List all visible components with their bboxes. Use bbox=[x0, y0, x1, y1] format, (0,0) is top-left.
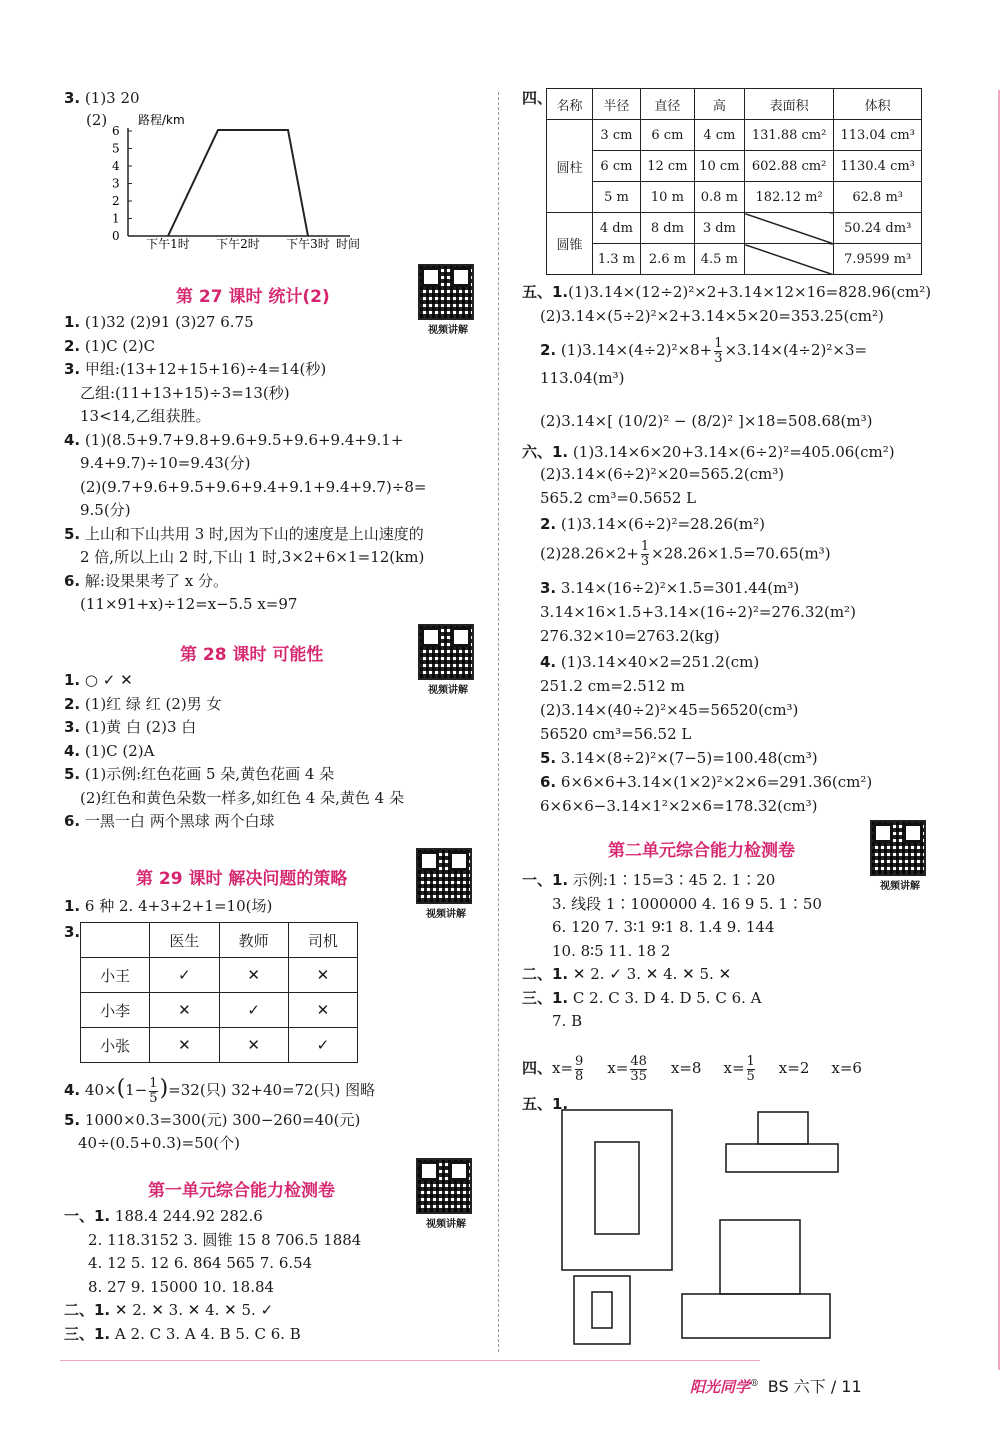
answer-line bbox=[80, 547, 424, 567]
three-view-drawings bbox=[550, 1100, 870, 1350]
answer-text: 2. 118.3152 3. 圆锥 15 8 706.5 1884 bbox=[88, 1230, 362, 1249]
answer-text: (2)3.14×(40÷2)²×45=56520(cm³) bbox=[540, 701, 799, 719]
page-code: BS 六下 / 11 bbox=[767, 1377, 862, 1396]
answer-3 bbox=[64, 88, 140, 108]
graph-ytick: 1 bbox=[112, 211, 120, 226]
answer-line bbox=[540, 676, 685, 696]
q-number: 5. bbox=[64, 765, 81, 783]
graph-ytick: 4 bbox=[112, 159, 120, 173]
answer-text: (1)3 20 bbox=[84, 89, 140, 107]
answer-line bbox=[64, 1324, 301, 1344]
table-cell: ✓ bbox=[219, 993, 288, 1028]
graph-xticks bbox=[146, 236, 330, 250]
table-row bbox=[547, 120, 922, 151]
qr-code-unit2[interactable] bbox=[870, 820, 930, 892]
table-row bbox=[81, 958, 358, 993]
table-cell: 小王 bbox=[81, 958, 150, 993]
answer-text: (1)32 (2)91 (3)27 6.75 bbox=[84, 313, 254, 331]
answer-line bbox=[64, 717, 196, 737]
table-header-cell: 体积 bbox=[834, 89, 922, 120]
answer-text: 2 倍,所以上山 2 时,下山 1 时,3×2+6×1=12(km) bbox=[80, 548, 425, 566]
fraction: $\frac{48}{35}$ bbox=[630, 1053, 647, 1084]
answer-line bbox=[64, 1206, 263, 1226]
column-divider bbox=[498, 92, 499, 1352]
q-number: 一、1. bbox=[64, 1207, 111, 1225]
x-answer: x= $\frac{9}{8}$ bbox=[552, 1053, 584, 1084]
table-header-cell: 名称 bbox=[547, 89, 593, 120]
table-cell: 113.04 cm³ bbox=[834, 120, 922, 151]
answer-line bbox=[540, 748, 818, 768]
table-header-cell bbox=[81, 923, 150, 958]
q-number: 4. bbox=[64, 741, 81, 760]
answer-text: (1)3.14×(6÷2)²=28.26(m²) bbox=[560, 515, 765, 533]
answer-line bbox=[80, 383, 290, 403]
answer-line bbox=[552, 1011, 582, 1031]
q-number: 三、1. bbox=[64, 1324, 111, 1343]
answer-line bbox=[522, 870, 775, 890]
qr-icon bbox=[418, 264, 474, 320]
qr-icon bbox=[870, 820, 926, 876]
table-cell: 182.12 m² bbox=[744, 182, 834, 213]
answer-line bbox=[64, 524, 424, 544]
answer-text: (1)C (2)A bbox=[84, 741, 155, 760]
table-cell: 1130.4 cm³ bbox=[834, 151, 922, 182]
unit-1-title: 第一单元综合能力检测卷 bbox=[148, 1181, 335, 1201]
answer-text: 一黑一白 两个黑球 两个白球 bbox=[84, 812, 275, 830]
graph-yticks bbox=[112, 124, 132, 243]
table-cell: 小李 bbox=[81, 993, 150, 1028]
table-cell: ✕ bbox=[150, 993, 219, 1028]
side-top-rect bbox=[758, 1112, 808, 1144]
answer-3-2: (2) bbox=[86, 111, 108, 129]
graph-ytick: 0 bbox=[112, 229, 120, 243]
qr-caption: 视频讲解 bbox=[426, 909, 466, 920]
table-cell: 10 cm bbox=[694, 151, 744, 182]
answer-text: 上山和下山共用 3 时,因为下山的速度是上山速度的 bbox=[84, 524, 424, 543]
graph-ylabel: 路程/km bbox=[138, 113, 185, 127]
answer-line bbox=[540, 514, 765, 534]
qr-code-unit1[interactable] bbox=[416, 1158, 476, 1230]
graph-ytick: 6 bbox=[112, 124, 120, 138]
table-cell: ✕ bbox=[288, 958, 357, 993]
graph-xtick: 下午1时 bbox=[146, 237, 190, 250]
s5-line-1: 五、1.(1)3.14×(12÷2)²×2+3.14×12×16=828.96(cm²) bbox=[522, 283, 932, 301]
plan-base-rect bbox=[682, 1294, 830, 1338]
table-cell: 6 cm bbox=[592, 151, 640, 182]
q-number: 一、1. bbox=[522, 871, 569, 889]
answer-line bbox=[522, 442, 895, 462]
answer-line bbox=[64, 764, 334, 784]
q-number: 1. bbox=[64, 671, 81, 689]
q-number: 6. bbox=[64, 812, 81, 830]
answer-text: 3.14×16×1.5+3.14×(16÷2)²=276.32(m²) bbox=[540, 603, 856, 621]
qr-code-28[interactable] bbox=[418, 624, 478, 696]
answer-line bbox=[64, 430, 403, 450]
answer-text: (1)(8.5+9.7+9.8+9.6+9.5+9.6+9.4+9.1+ bbox=[84, 430, 404, 449]
answer-text: A 2. C 3. A 4. B 5. C 6. B bbox=[114, 1324, 301, 1343]
table-cell: 4.5 m bbox=[694, 244, 744, 275]
answer-line bbox=[64, 741, 155, 761]
graph-line bbox=[168, 130, 308, 236]
answer-text: 565.2 cm³=0.5652 L bbox=[540, 489, 697, 507]
q-number: 三、1. bbox=[522, 988, 569, 1007]
graph-ytick: 3 bbox=[112, 176, 120, 191]
answer-text: 8. 27 9. 15000 10. 18.84 bbox=[88, 1277, 275, 1296]
empty-diagonal-cell bbox=[744, 213, 834, 244]
table-cell: 6 cm bbox=[640, 120, 694, 151]
answer-line bbox=[540, 464, 784, 484]
answer-line bbox=[80, 453, 250, 473]
answer-text: 甲组:(13+12+15+16)÷4=14(秒) bbox=[84, 360, 327, 378]
table-cell: 0.8 m bbox=[694, 182, 744, 213]
table-header-cell: 高 bbox=[694, 89, 744, 120]
table-header-row bbox=[547, 89, 922, 120]
graph-xtick: 下午2时 bbox=[216, 237, 260, 250]
q-number: 二、1. bbox=[64, 1301, 111, 1319]
q-number: 4. bbox=[540, 653, 557, 671]
distance-time-graph bbox=[100, 108, 380, 250]
answer-line bbox=[64, 811, 274, 831]
answer-line bbox=[522, 988, 761, 1008]
fraction: $\frac{1}{5}$ bbox=[149, 1075, 158, 1106]
lesson-29-title: 第 29 课时 解决问题的策略 bbox=[136, 869, 348, 889]
lesson-27-title: 第 27 课时 统计(2) bbox=[176, 287, 330, 307]
brand-logo: 阳光同学 bbox=[690, 1378, 751, 1396]
answer-text: 56520 cm³=56.52 L bbox=[540, 725, 692, 743]
answer-text: 9.4+9.7)÷10=9.43(分) bbox=[80, 454, 251, 472]
s5-line-3: 2. (1)3.14×(4÷2)²×8+ $\frac{1}{3}$ ×3.14×(4÷2)²×3= bbox=[540, 335, 868, 366]
answer-line bbox=[80, 788, 404, 808]
table-row bbox=[547, 244, 922, 275]
lesson-29-q5b: 40÷(0.5+0.3)=50(个) bbox=[78, 1134, 240, 1152]
q-number: 6. bbox=[64, 571, 81, 590]
table-row bbox=[81, 1028, 358, 1063]
answer-line bbox=[540, 578, 799, 598]
table-group-cell: 圆锥 bbox=[547, 213, 593, 275]
answer-text: 7. B bbox=[552, 1012, 583, 1030]
answer-line bbox=[64, 670, 133, 690]
table-cell: 1.3 m bbox=[592, 244, 640, 275]
q-number: 5. bbox=[540, 749, 557, 767]
table-cell: ✓ bbox=[150, 958, 219, 993]
qr-icon bbox=[416, 1158, 472, 1214]
answer-line bbox=[540, 626, 720, 646]
answer-text: ○ ✓ ✕ bbox=[84, 671, 133, 689]
lesson-29-q1: 1. 6 种 2. 4+3+2+1=10(场) bbox=[64, 897, 273, 915]
brand-reg: ® bbox=[750, 1379, 760, 1389]
graph-ytick: 5 bbox=[112, 141, 120, 156]
lesson-29-q3-number: 3. bbox=[64, 923, 81, 941]
table-cell: 131.88 cm² bbox=[744, 120, 834, 151]
lesson-29-q4: 4. 40×(1− $\frac{1}{5}$ )=32(只) 32+40=72(只) 图略 bbox=[64, 1075, 376, 1106]
table-header-cell: 表面积 bbox=[744, 89, 834, 120]
answer-line: (2)28.26×2+ $\frac{1}{3}$ ×28.26×1.5=70.65(m³) bbox=[540, 539, 831, 569]
answer-text: (2)3.14×(6÷2)²×20=565.2(cm³) bbox=[540, 465, 785, 483]
table-cell: 7.9599 m³ bbox=[834, 244, 922, 275]
table-cell: 8 dm bbox=[640, 213, 694, 244]
answer-line bbox=[540, 724, 691, 744]
job-table bbox=[80, 922, 358, 1063]
answer-line bbox=[540, 652, 759, 672]
answer-text: 示例:1∶15=3∶45 2. 1∶20 bbox=[572, 871, 776, 889]
q-number: 二、1. bbox=[522, 965, 569, 983]
table-cell: 62.8 m³ bbox=[834, 182, 922, 213]
qr-caption: 视频讲解 bbox=[428, 685, 468, 696]
table-cell: 50.24 dm³ bbox=[834, 213, 922, 244]
fraction: $\frac{1}{3}$ bbox=[640, 539, 650, 569]
front-inner-rect bbox=[595, 1142, 639, 1234]
s5-line-5: (2)3.14×[ (10/2)² − (8/2)² ]×18=508.68(m³) bbox=[540, 412, 873, 430]
answer-text: 3.14×(16÷2)²×1.5=301.44(m³) bbox=[560, 579, 800, 597]
top-inner-rect bbox=[592, 1292, 612, 1328]
answer-line bbox=[540, 700, 798, 720]
lesson-28-title: 第 28 课时 可能性 bbox=[180, 645, 324, 665]
graph-ytick: 2 bbox=[112, 194, 120, 208]
section-4-label: 四、 bbox=[522, 89, 553, 107]
answer-text: (2)红色和黄色朵数一样多,如红色 4 朵,黄色 4 朵 bbox=[80, 788, 404, 807]
footer bbox=[690, 1374, 862, 1397]
side-base-rect bbox=[726, 1144, 838, 1172]
table-cell: 602.88 cm² bbox=[744, 151, 834, 182]
qr-code-27[interactable] bbox=[418, 264, 478, 336]
table-cell: ✕ bbox=[219, 1028, 288, 1063]
x-answer: x= $\frac{1}{5}$ bbox=[723, 1053, 755, 1084]
table-cell: ✓ bbox=[288, 1028, 357, 1063]
answer-text: 6×6×6−3.14×1²×2×6=178.32(cm³) bbox=[540, 797, 818, 815]
answer-line bbox=[64, 336, 155, 356]
answer-line bbox=[522, 964, 731, 984]
answer-text: 解:设果果考了 x 分。 bbox=[84, 571, 228, 590]
graph-xunit: 时间 bbox=[336, 237, 361, 250]
x-answer: x=2 bbox=[778, 1059, 810, 1077]
answer-line bbox=[64, 694, 222, 714]
qr-caption: 视频讲解 bbox=[428, 325, 468, 336]
answer-line bbox=[552, 894, 822, 914]
q-number: 1. bbox=[64, 313, 81, 331]
answer-line bbox=[88, 1277, 274, 1297]
table-cell: ✕ bbox=[150, 1028, 219, 1063]
table-cell: 4 cm bbox=[694, 120, 744, 151]
empty-diagonal-cell bbox=[744, 244, 834, 275]
table-header-cell: 直径 bbox=[640, 89, 694, 120]
q-number: 2. bbox=[64, 694, 81, 713]
q-number: 2. bbox=[64, 336, 81, 355]
s5-line-2: (2)3.14×(5÷2)²×2+3.14×5×20=353.25(cm²) bbox=[540, 307, 884, 325]
answer-line bbox=[88, 1253, 312, 1273]
table-cell: 3 cm bbox=[592, 120, 640, 151]
qr-caption: 视频讲解 bbox=[880, 881, 920, 892]
s5-line-4: 113.04(m³) bbox=[540, 369, 625, 387]
answer-text: 3.14×(8÷2)²×(7−5)=100.48(cm³) bbox=[560, 749, 818, 767]
answer-text: 251.2 cm=2.512 m bbox=[540, 677, 685, 695]
front-outer-rect bbox=[562, 1110, 672, 1270]
fraction: $\frac{1}{3}$ bbox=[714, 335, 723, 366]
answer-text: 6×6×6+3.14×(1×2)²×2×6=291.36(cm²) bbox=[560, 773, 873, 791]
answer-line bbox=[552, 941, 670, 961]
table-cell: ✕ bbox=[288, 993, 357, 1028]
answer-line bbox=[552, 917, 775, 937]
answer-line bbox=[80, 594, 297, 614]
table-row bbox=[547, 213, 922, 244]
answer-line bbox=[80, 477, 426, 497]
answer-text: 4. 12 5. 12 6. 864 565 7. 6.54 bbox=[88, 1254, 313, 1272]
answer-text: (2)28.26×2+ bbox=[540, 544, 639, 563]
answer-line bbox=[540, 796, 817, 816]
section-5-label: 五、1. bbox=[522, 1095, 569, 1113]
answer-line bbox=[540, 772, 872, 792]
table-cell: 2.6 m bbox=[640, 244, 694, 275]
table-cell: ✕ bbox=[219, 958, 288, 993]
answer-line bbox=[540, 602, 856, 622]
q-number: 3. bbox=[64, 89, 81, 107]
answer-line bbox=[540, 488, 696, 508]
footer-rule bbox=[60, 1360, 760, 1361]
table-row bbox=[81, 993, 358, 1028]
answer-text: 乙组:(11+13+15)÷3=13(秒) bbox=[80, 383, 290, 402]
table-header-cell: 司机 bbox=[288, 923, 357, 958]
x-answer: x=6 bbox=[831, 1059, 862, 1077]
answer-text: 9.5(分) bbox=[80, 501, 131, 519]
answer-text: C 2. C 3. D 4. D 5. C 6. A bbox=[572, 988, 762, 1007]
answer-text: (1)3.14×40×2=251.2(cm) bbox=[560, 653, 760, 671]
table-cell: 10 m bbox=[640, 182, 694, 213]
q-number: 3. bbox=[540, 579, 557, 597]
answer-text: (1)C (2)C bbox=[84, 336, 156, 355]
answer-text: (1)3.14×6×20+3.14×(6÷2)²=405.06(cm²) bbox=[572, 443, 895, 461]
fraction: $\frac{9}{8}$ bbox=[575, 1053, 584, 1084]
q-number: 3. bbox=[64, 718, 81, 736]
q-number: 4. bbox=[64, 430, 81, 449]
right-column bbox=[500, 0, 1000, 1442]
answer-line bbox=[64, 359, 326, 379]
solid-table bbox=[546, 88, 922, 275]
answer-line bbox=[80, 500, 131, 520]
table-cell: 4 dm bbox=[592, 213, 640, 244]
answer-text: ✕ 2. ✓ 3. ✕ 4. ✕ 5. ✕ bbox=[572, 965, 732, 983]
section-label: 四、 bbox=[522, 1059, 553, 1077]
answer-text: 3. 线段 1∶1000000 4. 16 9 5. 1∶50 bbox=[552, 894, 822, 913]
qr-code-29[interactable] bbox=[416, 848, 476, 920]
qr-caption: 视频讲解 bbox=[426, 1219, 466, 1230]
answer-text: 13<14,乙组获胜。 bbox=[80, 407, 211, 425]
lesson-29-q5: 5. 1000×0.3=300(元) 300−260=40(元) bbox=[64, 1111, 361, 1129]
answer-text: (11×91+x)÷12=x−5.5 x=97 bbox=[80, 595, 298, 613]
answer-line bbox=[64, 1300, 273, 1320]
table-row bbox=[547, 182, 922, 213]
answer-text: (1)示例:红色花画 5 朵,黄色花画 4 朵 bbox=[84, 765, 335, 783]
q-number: 六、1. bbox=[522, 443, 569, 461]
answer-line bbox=[64, 571, 228, 591]
q-number: 6. bbox=[540, 773, 557, 791]
table-header-row bbox=[81, 923, 358, 958]
q-number: 3. bbox=[64, 360, 81, 378]
answer-text: 6. 120 7. 3∶1 9∶1 8. 1.4 9. 144 bbox=[552, 918, 775, 936]
table-header-cell: 医生 bbox=[150, 923, 219, 958]
qr-icon bbox=[416, 848, 472, 904]
x-answer: x=8 bbox=[670, 1059, 702, 1077]
table-cell: 3 dm bbox=[694, 213, 744, 244]
table-row bbox=[547, 151, 922, 182]
q-number: 5. bbox=[64, 524, 81, 543]
answer-line bbox=[80, 406, 211, 426]
answer-text: (2)(9.7+9.6+9.5+9.6+9.4+9.1+9.4+9.7)÷8= bbox=[80, 477, 427, 496]
answer-line bbox=[64, 312, 254, 332]
table-header-cell: 教师 bbox=[219, 923, 288, 958]
table-cell: 5 m bbox=[592, 182, 640, 213]
x-answer: x= $\frac{48}{35}$ bbox=[607, 1053, 647, 1084]
table-cell: 12 cm bbox=[640, 151, 694, 182]
answer-text: (1)红 绿 红 (2)男 女 bbox=[84, 694, 222, 713]
answer-line bbox=[88, 1230, 361, 1250]
answer-text: 10. 8∶5 11. 18 2 bbox=[552, 941, 671, 960]
table-cell: 小张 bbox=[81, 1028, 150, 1063]
qr-icon bbox=[418, 624, 474, 680]
answer-text: 276.32×10=2763.2(kg) bbox=[540, 627, 720, 645]
answer-text: ✕ 2. ✕ 3. ✕ 4. ✕ 5. ✓ bbox=[114, 1301, 274, 1319]
table-header-cell: 半径 bbox=[592, 89, 640, 120]
top-outer-rect bbox=[574, 1276, 630, 1344]
graph-xtick: 下午3时 bbox=[286, 237, 330, 250]
answer-text: 188.4 244.92 282.6 bbox=[114, 1207, 263, 1225]
q-number: 2. bbox=[540, 515, 557, 533]
fraction: $\frac{1}{5}$ bbox=[746, 1053, 755, 1084]
table-group-cell: 圆柱 bbox=[547, 120, 593, 213]
plan-top-rect bbox=[720, 1220, 800, 1294]
section-4-x-answers bbox=[522, 1048, 884, 1088]
answer-text: (1)黄 白 (2)3 白 bbox=[84, 718, 197, 736]
unit-2-title: 第二单元综合能力检测卷 bbox=[608, 841, 795, 861]
